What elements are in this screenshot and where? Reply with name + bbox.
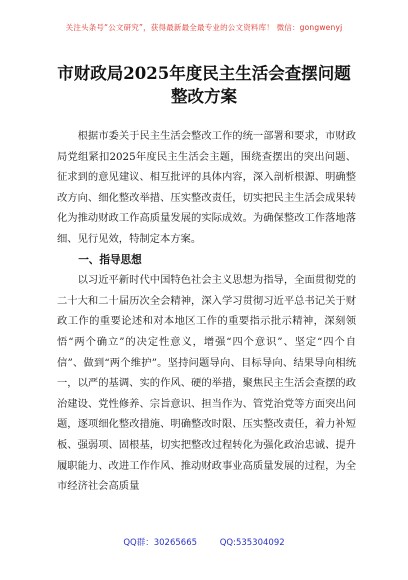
section-paragraph: 以习近平新时代中国特色社会主义思想为指导，全面贯彻党的二十大和二十届历次全会精神，深入学习贯彻习近平总书记关于财政工作的重要论述和对本地区工作的重要指示批示精神，深刻领悟“两个确立”的决定性意义，增强“四个意识”、坚定“四个自信”、做到“两个维护”。坚持问题导向、目标导向、结果导向相统一，以严的基调、实的作风、硬的举措，聚焦民主生活会查摆的政治建设、党性修养、宗旨意识、担当作为、管党治党等方面突出问题，逐项细化整改措施、明确整改时限、压实整改责任，着力补短板、强弱项、固根基，切实把整改过程转化为强化政治忠诚、提升履职能力、改进工作作风、推动财政事业高质量发展的过程，为全市经济社会高质量 xyxy=(57,274,356,493)
section-heading: 一、指导思想 xyxy=(78,253,142,266)
header-note: 关注头条号“公文研究”，获得最新最全最专业的公文资料库！ 微信：gongwenyj xyxy=(65,23,343,32)
footer-contact xyxy=(0,536,408,548)
intro-paragraph: 根据市委关于民主生活会整改工作的统一部署和要求，市财政局党组紧扣2025年度民主生活会主题，围绕查摆出的突出问题、征求到的意见建议、相互批评的具体内容，深入剖析根源、明确整改方向、细化整改举措、压实整改责任，切实把民主生活会成果转化为推动财政工作高质量发展的实际成效。为确保整改工作落地落细、见行见效，特制定本方案。 xyxy=(57,130,356,245)
title-line-1: 市财政局2025年度民主生活会查摆问题 xyxy=(57,64,351,83)
footer-qq-group: QQ群：30265665 xyxy=(123,538,198,548)
document-body xyxy=(57,126,356,497)
document-title xyxy=(0,62,408,108)
footer-qq: QQ:535304092 xyxy=(219,538,285,548)
title-line-2: 整改方案 xyxy=(171,87,237,106)
